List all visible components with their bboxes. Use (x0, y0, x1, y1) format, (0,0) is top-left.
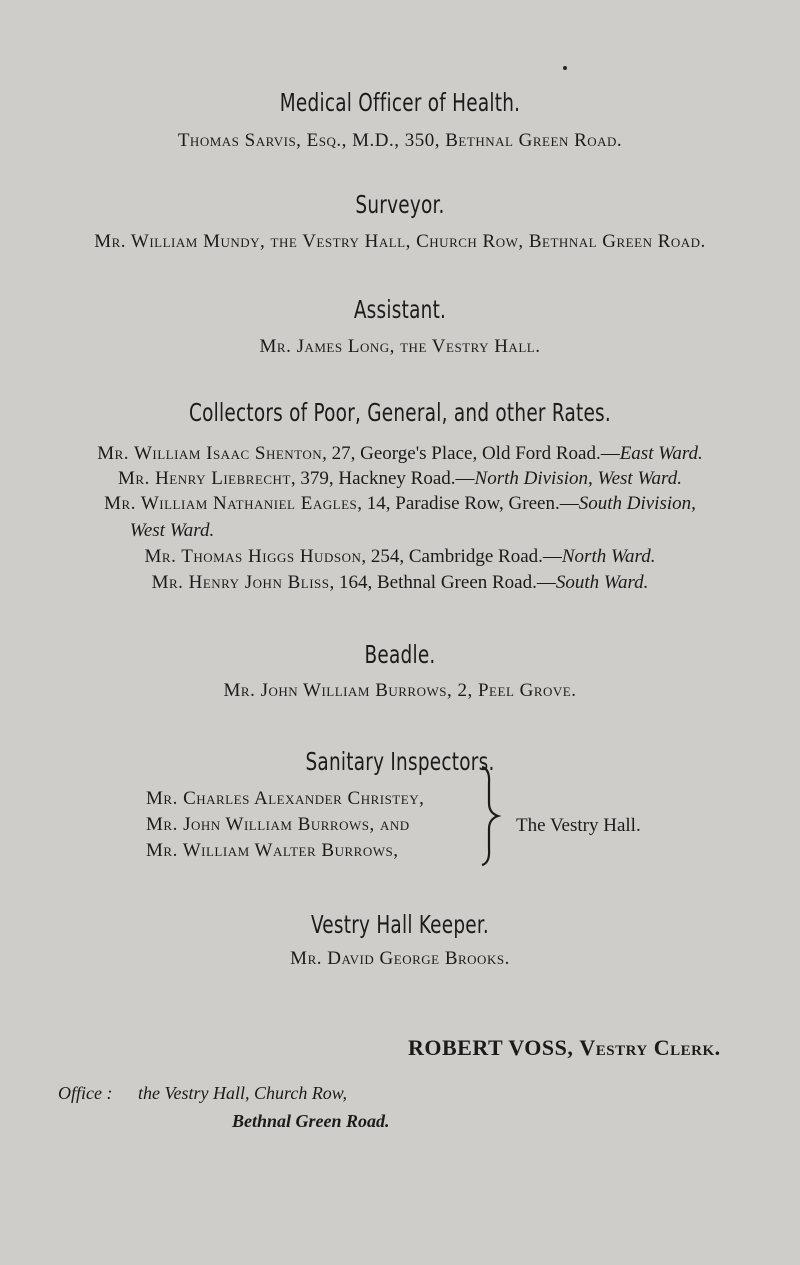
collector-address: , 254, Cambridge Road.— (361, 546, 562, 567)
keeper-line: Mr. David George Brooks. (290, 948, 510, 969)
heading-collectors: Collectors of Poor, General, and other Rates. (188, 398, 612, 427)
heading-beadle: Beadle. (364, 640, 436, 669)
collector-name: Mr. Thomas Higgs Hudson (144, 546, 362, 567)
inspector-name: Mr. William Walter Burrows, (146, 840, 399, 861)
collector-entry (0, 443, 800, 465)
inspector-name: Mr. John William Burrows, and (146, 814, 410, 835)
collector-entry (0, 546, 800, 568)
collector-entry (0, 468, 800, 490)
inspector-name: Mr. Charles Alexander Christey, (146, 788, 425, 809)
office-line-2: Bethnal Green Road. (232, 1111, 390, 1131)
office-line-1: the Vestry Hall, Church Row, (138, 1083, 347, 1103)
clerk-signature (408, 1035, 721, 1061)
collector-address: , 14, Paradise Row, Green.— (357, 493, 579, 514)
collector-ward: South Division, (578, 493, 696, 514)
heading-surveyor: Surveyor. (355, 190, 445, 219)
clerk-name: ROBERT VOSS, (408, 1035, 574, 1060)
collector-entry (0, 493, 800, 515)
medical-officer-line: Thomas Sarvis, Esq., M.D., 350, Bethnal Green Road. (177, 130, 623, 151)
collector-entry-continued (0, 520, 572, 542)
curly-brace-icon (478, 763, 502, 869)
heading-sanitary-inspectors: Sanitary Inspectors. (305, 747, 495, 776)
collector-name: Mr. Henry John Bliss (151, 572, 330, 593)
ink-dot (563, 66, 567, 70)
collector-ward: West Ward. (129, 520, 215, 541)
inspector-location: The Vestry Hall. (516, 815, 641, 836)
collector-ward: North Division, West Ward. (474, 468, 682, 489)
collector-ward: East Ward. (619, 443, 703, 464)
collector-name: Mr. William Nathaniel Eagles (104, 493, 358, 514)
collector-address: , 379, Hackney Road.— (290, 468, 475, 489)
collector-name: Mr. William Isaac Shenton (97, 443, 323, 464)
collector-entry (0, 572, 800, 594)
collector-ward: South Ward. (555, 572, 649, 593)
collector-name: Mr. Henry Liebrecht (118, 468, 291, 489)
heading-vestry-hall-keeper: Vestry Hall Keeper. (311, 910, 489, 939)
beadle-line: Mr. John William Burrows, 2, Peel Grove. (223, 680, 577, 701)
collector-address: , 164, Bethnal Green Road.— (329, 572, 556, 593)
surveyor-line: Mr. William Mundy, the Vestry Hall, Church Row, Bethnal Green Road. (94, 231, 706, 252)
collector-ward: North Ward. (561, 546, 656, 567)
heading-medical-officer: Medical Officer of Health. (279, 88, 521, 117)
office-label: Office : (58, 1083, 113, 1103)
assistant-line: Mr. James Long, the Vestry Hall. (259, 336, 541, 357)
collector-address: , 27, George's Place, Old Ford Road.— (322, 443, 620, 464)
heading-assistant: Assistant. (353, 295, 447, 324)
clerk-title: Vestry Clerk. (579, 1035, 721, 1060)
